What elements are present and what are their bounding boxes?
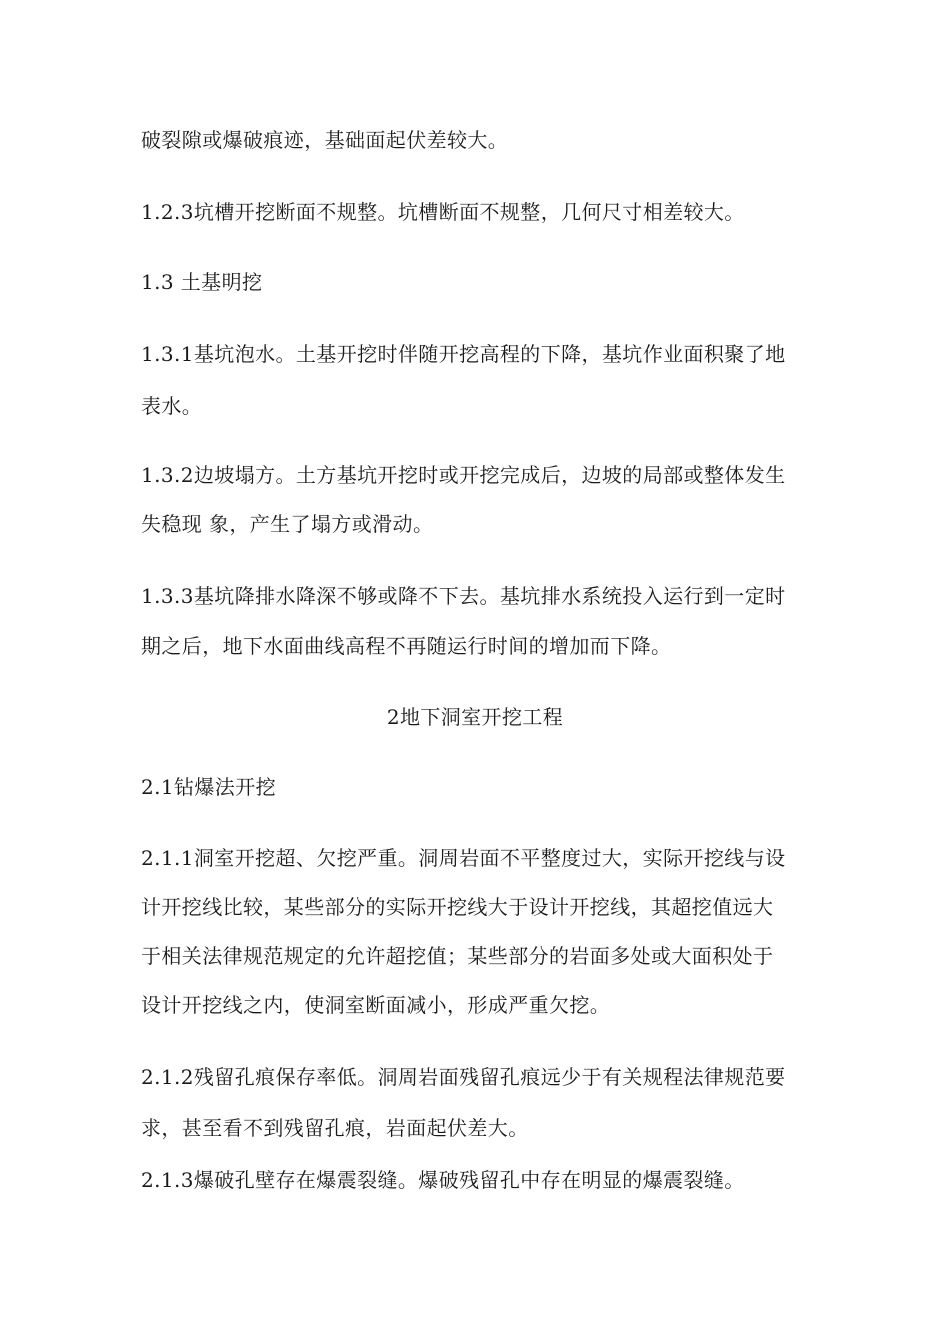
text-line: 期之后，地下水面曲线高程不再随运行时间的增加而下降。: [141, 634, 672, 658]
text-line: 1.3.2边坡塌方。土方基坑开挖时或开挖完成后，边坡的局部或整体发生: [141, 463, 786, 487]
text-line: 设计开挖线之内，使洞室断面减小，形成严重欠挖。: [141, 993, 611, 1017]
text-line: 求，甚至看不到残留孔痕，岩面起伏差大。: [141, 1116, 529, 1140]
text-line: 于相关法律规范规定的允许超挖值；某些部分的岩面多处或大面积处于: [141, 944, 774, 968]
text-line: 1.3.1基坑泡水。土基开挖时伴随开挖高程的下降，基坑作业面积聚了地: [141, 342, 786, 366]
text-line: 1.2.3坑槽开挖断面不规整。坑槽断面不规整，几何尺寸相差较大。: [141, 200, 745, 224]
text-line: 2.1.2残留孔痕保存率低。洞周岩面残留孔痕远少于有关规程法律规范要: [141, 1065, 786, 1089]
text-line: 失稳现 象，产生了塌方或滑动。: [141, 512, 434, 536]
text-line: 1.3.3基坑降排水降深不够或降不下去。基坑排水系统投入运行到一定时: [141, 584, 786, 608]
section-heading-1-3: 1.3 土基明挖: [141, 270, 263, 294]
text-line: 2.1.1洞室开挖超、欠挖严重。洞周岩面不平整度过大，实际开挖线与设: [141, 846, 786, 870]
text-line: 破裂隙或爆破痕迹，基础面起伏差较大。: [141, 128, 509, 152]
section-heading-2-1: 2.1钻爆法开挖: [141, 775, 277, 799]
text-line: 表水。: [141, 394, 203, 418]
text-line: 计开挖线比较，某些部分的实际开挖线大于设计开挖线，其超挖值远大: [141, 895, 774, 919]
chapter-heading-2: 2地下洞室开挖工程: [386, 705, 564, 729]
text-line: 2.1.3爆破孔壁存在爆震裂缝。爆破残留孔中存在明显的爆震裂缝。: [141, 1168, 745, 1192]
